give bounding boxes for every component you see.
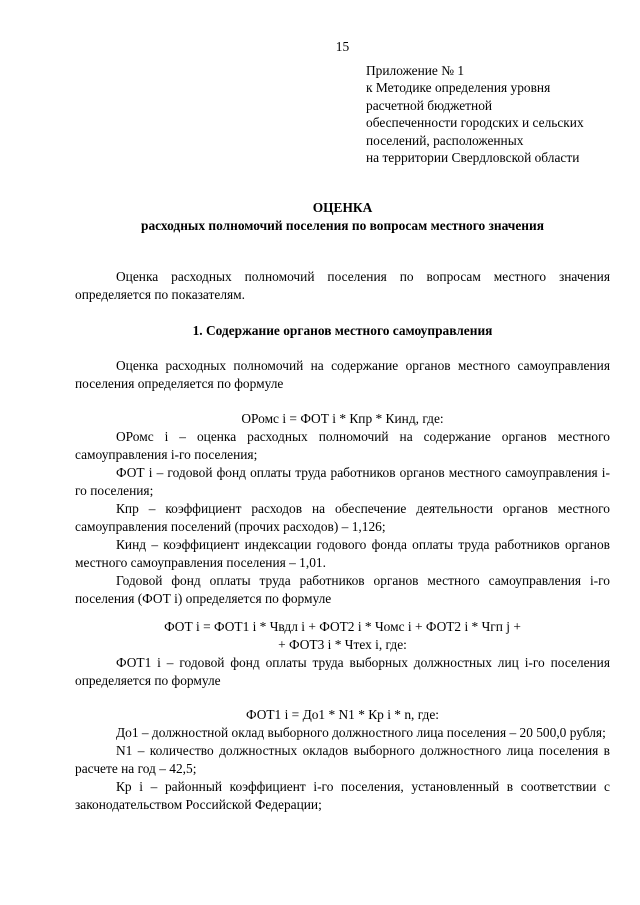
page-number: 15 [335, 39, 350, 54]
appendix-line: расчетной бюджетной [366, 97, 493, 113]
document-subtitle: расходных полномочий поселения по вопросам местного значения [141, 218, 544, 233]
definition-item: Кпр – коэффициент расходов на обеспечение деятельности органов местного самоуправления поселений (прочих расходов) – 1,126; [75, 501, 610, 534]
fot1-paragraph-block [75, 654, 610, 690]
appendix-note [366, 62, 626, 166]
document-title: ОЦЕНКА [312, 200, 373, 215]
definitions-block [75, 428, 610, 608]
definition-item: N1 – количество должностных окладов выборного должностного лица поселения в расчете на год – 42,5; [75, 743, 610, 776]
paragraph: ФОТ1 i – годовой фонд оплаты труда выборных должностных лиц i-го поселения определяется по формуле [75, 655, 610, 688]
formula-orms: ОРомс i = ФОТ i * Кпр * Кинд, где: [241, 411, 444, 426]
formula-fot-line2: + ФОТ3 i * Чтех i, где: [278, 637, 407, 652]
definition-item: Кинд – коэффициент индексации годового фонда оплаты труда работников органов местного самоуправления поселения – 1,01. [75, 537, 610, 570]
intro-paragraph: Оценка расходных полномочий поселения по вопросам местного значения определяется по показателям. [75, 269, 610, 302]
intro-paragraph-block [75, 268, 610, 304]
appendix-line: к Методике определения уровня [366, 80, 551, 96]
formula-fot-line1: ФОТ i = ФОТ1 i * Чвдл i + ФОТ2 i * Чомс i + ФОТ2 i * Чгп j + [164, 619, 521, 634]
definition-item: ФОТ i – годовой фонд оплаты труда работников органов местного самоуправления i-го поселения; [75, 465, 610, 498]
appendix-line: поселений, расположенных [366, 132, 524, 148]
definition-item: ОРомс i – оценка расходных полномочий на содержание органов местного самоуправления i-го поселения; [75, 429, 610, 462]
appendix-line: на территории Свердловской области [366, 150, 580, 166]
appendix-line: Приложение № 1 [366, 63, 465, 78]
paragraph: Годовой фонд оплаты труда работников органов местного самоуправления i-го поселения (ФОТ i) определяется по формуле [75, 573, 610, 606]
section-heading: 1. Содержание органов местного самоуправления [192, 323, 493, 338]
definition-item: До1 – должностной оклад выборного должностного лица поселения – 20 500,0 рубля; [116, 725, 606, 740]
formula-fot1: ФОТ1 i = До1 * N1 * Кр i * n, где: [245, 707, 440, 722]
appendix-line: обеспеченности городских и сельских [366, 115, 584, 131]
formula-intro-block [75, 357, 610, 393]
definition-item: Кр i – районный коэффициент i-го поселения, установленный в соответствии с законодательством Российской Федерации; [75, 779, 610, 812]
definitions-block-2 [75, 724, 610, 814]
paragraph: Оценка расходных полномочий на содержание органов местного самоуправления поселения определяется по формуле [75, 358, 610, 391]
